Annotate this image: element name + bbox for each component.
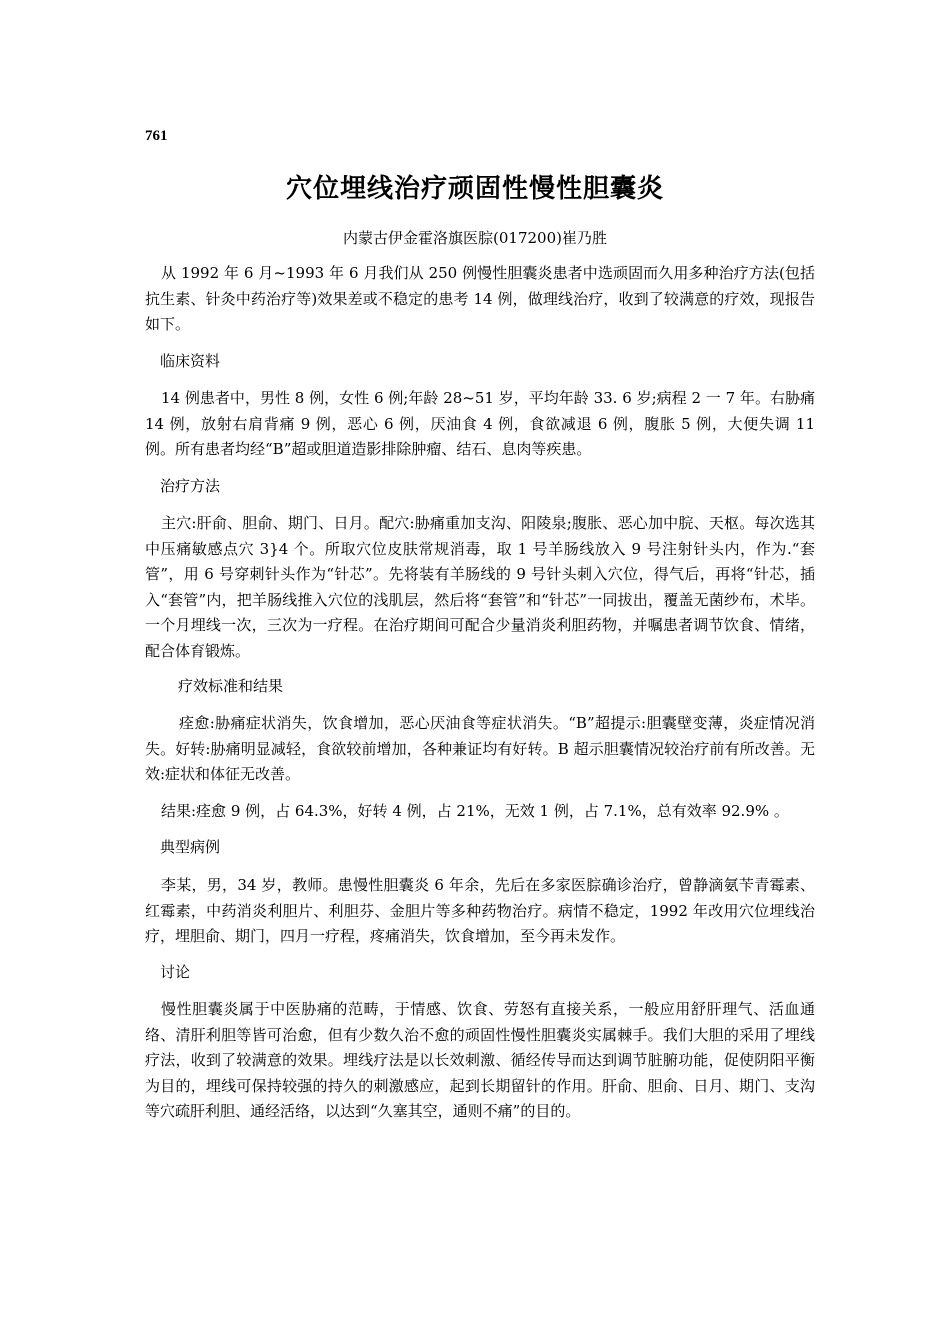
intro-paragraph-block [145, 261, 815, 338]
result-block [145, 799, 815, 825]
case-paragraph: 李某，男，34 岁，教师。患慢性胆囊炎 6 年余，先后在多家医腙确诊治疗，曾静滴氨苄青霉素、红霉素，中药消炎利胆片、利胆芬、金胆片等多种药物治疗。病情不稳定，1992 年改用穴位埋线治疗，埋胆俞、期门，四月一疗程，疼痛消失，饮食增加，至今再未发作。 [145, 876, 815, 945]
article-title: 穴位埋线治疗顽固性慢性胆囊炎 [285, 174, 664, 204]
section-heading-discussion: 讨论 [160, 963, 191, 981]
section-heading-method: 治疗方法 [160, 477, 221, 495]
method-block [145, 511, 815, 664]
case-block [145, 873, 815, 950]
discussion-block [145, 997, 815, 1125]
criteria-paragraph: 痊愈:胁痛症状消失，饮食增加，恶心厌油食等症状消失。“B”超提示:胆囊壁变薄，炎症情况消失。好转:胁痛明显减轻，食欲较前增加，各种兼证均有好转。B 超示胆囊情况较治疗前有所改善。无效:症状和体征无改善。 [145, 714, 815, 783]
intro-paragraph: 从 1992 年 6 月~1993 年 6 月我们从 250 例慢性胆囊炎患者中选顽固而久用多种治疗方法(包括抗生素、针灸中药治疗等)效果差或不稳定的患考 14 例，做理线治疗，收到了较满意的疗效，现报告如下。 [145, 264, 815, 333]
section-heading-case: 典型病例 [160, 838, 221, 856]
section-heading-clinical: 临床资料 [160, 352, 221, 370]
page-number: 761 [145, 128, 168, 144]
clinical-block [145, 386, 815, 463]
method-paragraph: 主穴:肝俞、胆俞、期门、日月。配穴:胁痛重加支沟、阳陵泉;腹胀、恶心加中脘、天枢。每次选其中压痛敏感点穴 3}4 个。所取穴位皮肤常规消毒，取 1 号羊肠线放入 9 号注射针头内，作为.“套管”，用 6 号穿刺针头作为“针芯”。先将装有羊肠线的 9 号针头刺入穴位，得气后，再将“针芯，插入“套管”内，把羊肠线推入穴位的浅肌层，然后将“套管”和“针芯”一同拔出，覆盖无菌纱布，术毕。一个月埋线一次，三次为一疗程。在治疗期间可配合少量消炎利胆药物，并嘱患者调节饮食、情绪，配合体育锻炼。 [145, 514, 815, 660]
result-paragraph: 结果:痊愈 9 例，占 64.3%，好转 4 例，占 21%，无效 1 例，占 7.1%，总有效率 92.9% 。 [161, 802, 789, 820]
discussion-paragraph: 慢性胆囊炎属于中医胁痛的范畴，于情感、饮食、劳怒有直接关系，一般应用舒肝理气、活血通络、清肝利胆等皆可治愈，但有少数久治不愈的顽固性慢性胆囊炎实属棘手。我们大胆的采用了埋线疗法，收到了较满意的效果。埋线疗法是以长效刺激、循经传导而达到调节脏腑功能，促使阴阳平衡为目的，埋线可保持较强的持久的刺激感应，起到长期留针的作用。肝俞、胆俞、日月、期门、支沟等穴疏肝利胆、通经活络，以达到“久塞其空，通则不痛”的目的。 [145, 1000, 815, 1120]
criteria-block [145, 711, 815, 788]
section-heading-criteria: 疗效标准和结果 [178, 677, 284, 695]
clinical-paragraph: 14 例患者中，男性 8 例，女性 6 例;年龄 28~51 岁，平均年龄 33. 6 岁;病程 2 一 7 年。右胁痛 14 例，放射右肩背痛 9 例，恶心 6 例，厌油食 4 例，食欲减退 6 例，腹胀 5 例，大便失调 11 例。所有患者均经“B”超或胆道造影排除肿瘤、结石、息肉等疾患。 [145, 389, 815, 458]
author-affiliation: 内蒙古伊金霍洛旗医腙(017200)崔乃胜 [343, 229, 607, 247]
